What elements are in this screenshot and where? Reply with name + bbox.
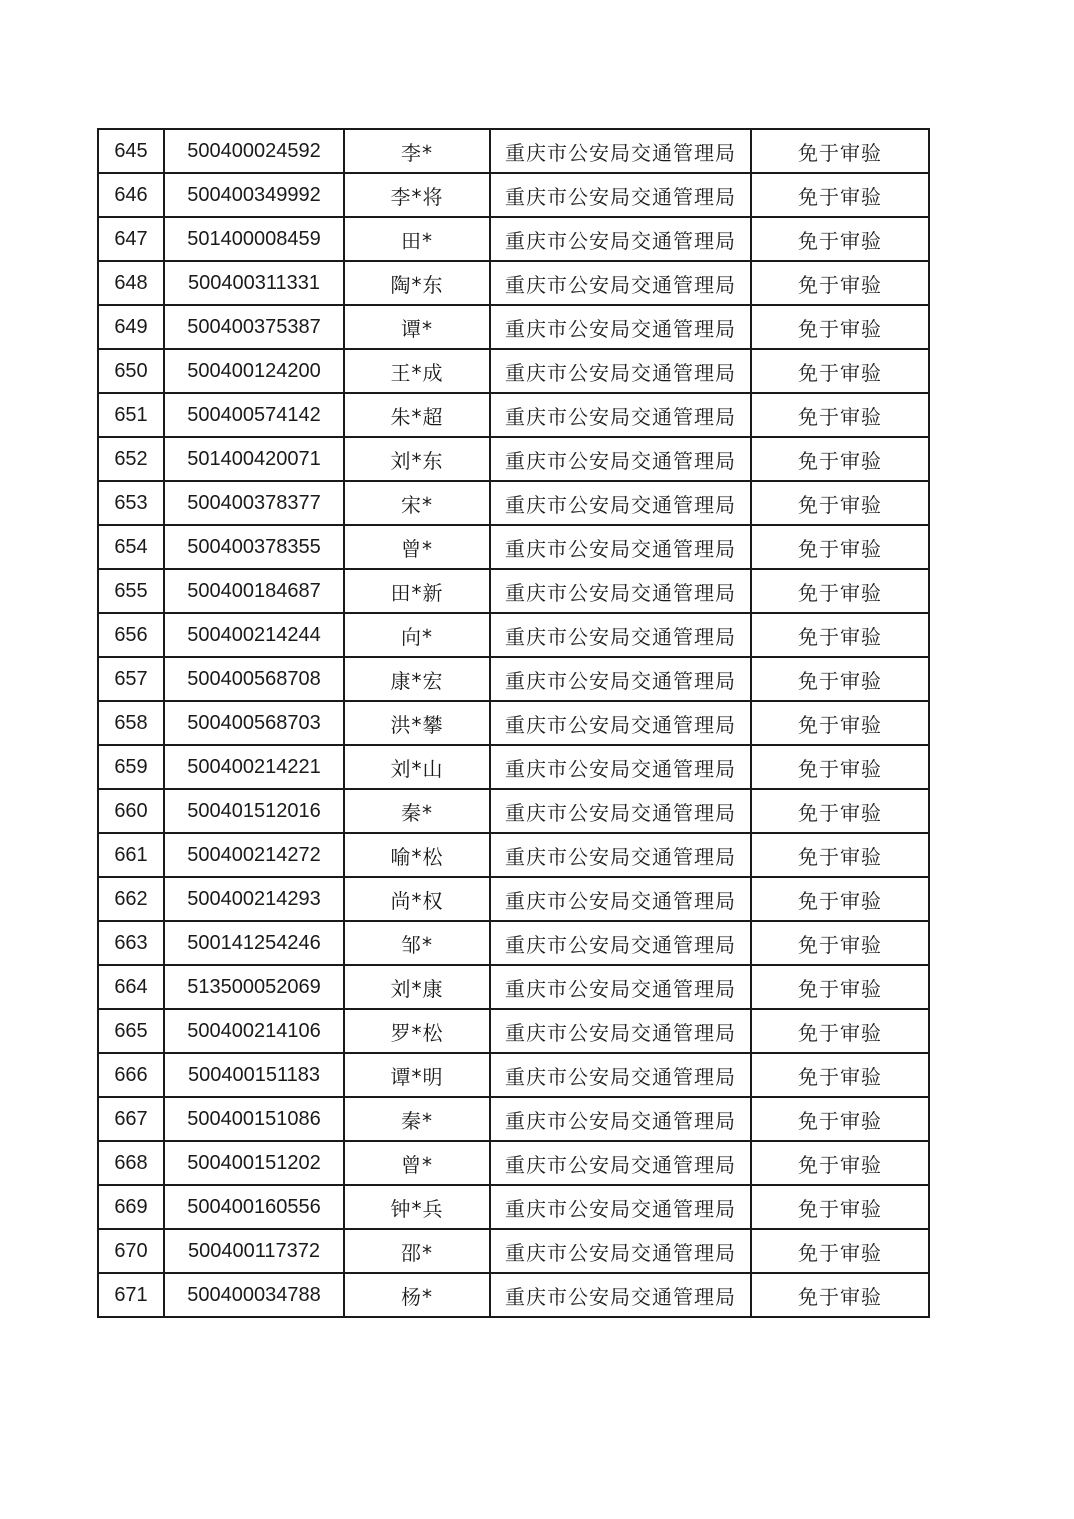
row-number-cell: 663 [98, 921, 164, 965]
row-number-cell: 668 [98, 1141, 164, 1185]
row-number-cell: 657 [98, 657, 164, 701]
status-cell: 免于审验 [751, 349, 929, 393]
license-id-cell: 501400008459 [164, 217, 344, 261]
holder-name-cell: 刘*东 [344, 437, 490, 481]
authority-cell: 重庆市公安局交通管理局 [490, 217, 751, 261]
license-id-cell: 500400574142 [164, 393, 344, 437]
status-cell: 免于审验 [751, 1097, 929, 1141]
license-id-cell: 500400214244 [164, 613, 344, 657]
row-number-cell: 658 [98, 701, 164, 745]
table-row [98, 393, 929, 437]
license-id-cell: 500400151183 [164, 1053, 344, 1097]
status-cell: 免于审验 [751, 965, 929, 1009]
table-row [98, 965, 929, 1009]
table-row [98, 613, 929, 657]
row-number-cell: 667 [98, 1097, 164, 1141]
authority-cell: 重庆市公安局交通管理局 [490, 129, 751, 173]
license-id-cell: 500400568703 [164, 701, 344, 745]
table-row [98, 305, 929, 349]
holder-name-cell: 杨* [344, 1273, 490, 1317]
status-cell: 免于审验 [751, 129, 929, 173]
row-number-cell: 654 [98, 525, 164, 569]
authority-cell: 重庆市公安局交通管理局 [490, 261, 751, 305]
status-cell: 免于审验 [751, 1273, 929, 1317]
license-id-cell: 500400311331 [164, 261, 344, 305]
license-id-cell: 500400214272 [164, 833, 344, 877]
authority-cell: 重庆市公安局交通管理局 [490, 1097, 751, 1141]
holder-name-cell: 向* [344, 613, 490, 657]
holder-name-cell: 朱*超 [344, 393, 490, 437]
status-cell: 免于审验 [751, 1229, 929, 1273]
license-id-cell: 500400151202 [164, 1141, 344, 1185]
status-cell: 免于审验 [751, 217, 929, 261]
table-row [98, 745, 929, 789]
status-cell: 免于审验 [751, 877, 929, 921]
table-row [98, 877, 929, 921]
authority-cell: 重庆市公安局交通管理局 [490, 437, 751, 481]
holder-name-cell: 秦* [344, 1097, 490, 1141]
row-number-cell: 649 [98, 305, 164, 349]
table-body [98, 129, 929, 1317]
authority-cell: 重庆市公安局交通管理局 [490, 1229, 751, 1273]
holder-name-cell: 谭* [344, 305, 490, 349]
authority-cell: 重庆市公安局交通管理局 [490, 481, 751, 525]
license-id-cell: 500400124200 [164, 349, 344, 393]
holder-name-cell: 李*将 [344, 173, 490, 217]
license-id-cell: 501400420071 [164, 437, 344, 481]
license-id-cell: 500400378355 [164, 525, 344, 569]
table-row [98, 833, 929, 877]
table-row [98, 1009, 929, 1053]
authority-cell: 重庆市公安局交通管理局 [490, 1185, 751, 1229]
row-number-cell: 666 [98, 1053, 164, 1097]
status-cell: 免于审验 [751, 1185, 929, 1229]
status-cell: 免于审验 [751, 393, 929, 437]
holder-name-cell: 秦* [344, 789, 490, 833]
row-number-cell: 669 [98, 1185, 164, 1229]
row-number-cell: 653 [98, 481, 164, 525]
status-cell: 免于审验 [751, 305, 929, 349]
license-id-cell: 500400160556 [164, 1185, 344, 1229]
table-row [98, 173, 929, 217]
holder-name-cell: 邵* [344, 1229, 490, 1273]
table-row [98, 129, 929, 173]
holder-name-cell: 曾* [344, 525, 490, 569]
holder-name-cell: 尚*权 [344, 877, 490, 921]
authority-cell: 重庆市公安局交通管理局 [490, 789, 751, 833]
holder-name-cell: 洪*攀 [344, 701, 490, 745]
row-number-cell: 659 [98, 745, 164, 789]
license-id-cell: 500400349992 [164, 173, 344, 217]
license-id-cell: 500400214106 [164, 1009, 344, 1053]
row-number-cell: 660 [98, 789, 164, 833]
license-id-cell: 500400568708 [164, 657, 344, 701]
authority-cell: 重庆市公安局交通管理局 [490, 1273, 751, 1317]
table-row [98, 437, 929, 481]
exemption-table [97, 128, 930, 1318]
authority-cell: 重庆市公安局交通管理局 [490, 173, 751, 217]
table-row [98, 657, 929, 701]
status-cell: 免于审验 [751, 657, 929, 701]
row-number-cell: 656 [98, 613, 164, 657]
table-row [98, 921, 929, 965]
authority-cell: 重庆市公安局交通管理局 [490, 613, 751, 657]
table-row [98, 1185, 929, 1229]
holder-name-cell: 罗*松 [344, 1009, 490, 1053]
license-id-cell: 500400117372 [164, 1229, 344, 1273]
status-cell: 免于审验 [751, 261, 929, 305]
holder-name-cell: 田* [344, 217, 490, 261]
license-id-cell: 500141254246 [164, 921, 344, 965]
table-row [98, 569, 929, 613]
table-row [98, 261, 929, 305]
table-row [98, 349, 929, 393]
status-cell: 免于审验 [751, 1009, 929, 1053]
row-number-cell: 671 [98, 1273, 164, 1317]
row-number-cell: 664 [98, 965, 164, 1009]
holder-name-cell: 王*成 [344, 349, 490, 393]
status-cell: 免于审验 [751, 525, 929, 569]
table-row [98, 1141, 929, 1185]
status-cell: 免于审验 [751, 921, 929, 965]
authority-cell: 重庆市公安局交通管理局 [490, 393, 751, 437]
authority-cell: 重庆市公安局交通管理局 [490, 921, 751, 965]
table-row [98, 789, 929, 833]
table-row [98, 1097, 929, 1141]
row-number-cell: 651 [98, 393, 164, 437]
row-number-cell: 646 [98, 173, 164, 217]
authority-cell: 重庆市公安局交通管理局 [490, 1141, 751, 1185]
license-id-cell: 500400378377 [164, 481, 344, 525]
row-number-cell: 652 [98, 437, 164, 481]
table-row [98, 217, 929, 261]
holder-name-cell: 邹* [344, 921, 490, 965]
holder-name-cell: 陶*东 [344, 261, 490, 305]
row-number-cell: 665 [98, 1009, 164, 1053]
status-cell: 免于审验 [751, 1053, 929, 1097]
table-row [98, 481, 929, 525]
holder-name-cell: 谭*明 [344, 1053, 490, 1097]
status-cell: 免于审验 [751, 1141, 929, 1185]
status-cell: 免于审验 [751, 701, 929, 745]
authority-cell: 重庆市公安局交通管理局 [490, 745, 751, 789]
authority-cell: 重庆市公安局交通管理局 [490, 349, 751, 393]
authority-cell: 重庆市公安局交通管理局 [490, 525, 751, 569]
status-cell: 免于审验 [751, 745, 929, 789]
status-cell: 免于审验 [751, 173, 929, 217]
authority-cell: 重庆市公安局交通管理局 [490, 305, 751, 349]
status-cell: 免于审验 [751, 437, 929, 481]
license-id-cell: 513500052069 [164, 965, 344, 1009]
row-number-cell: 647 [98, 217, 164, 261]
status-cell: 免于审验 [751, 481, 929, 525]
row-number-cell: 648 [98, 261, 164, 305]
table-row [98, 525, 929, 569]
license-id-cell: 500400034788 [164, 1273, 344, 1317]
authority-cell: 重庆市公安局交通管理局 [490, 1009, 751, 1053]
holder-name-cell: 田*新 [344, 569, 490, 613]
row-number-cell: 670 [98, 1229, 164, 1273]
license-id-cell: 500400184687 [164, 569, 344, 613]
authority-cell: 重庆市公安局交通管理局 [490, 833, 751, 877]
row-number-cell: 650 [98, 349, 164, 393]
row-number-cell: 645 [98, 129, 164, 173]
authority-cell: 重庆市公安局交通管理局 [490, 877, 751, 921]
authority-cell: 重庆市公安局交通管理局 [490, 1053, 751, 1097]
status-cell: 免于审验 [751, 569, 929, 613]
table-row [98, 1273, 929, 1317]
status-cell: 免于审验 [751, 833, 929, 877]
holder-name-cell: 刘*山 [344, 745, 490, 789]
holder-name-cell: 宋* [344, 481, 490, 525]
holder-name-cell: 钟*兵 [344, 1185, 490, 1229]
holder-name-cell: 喻*松 [344, 833, 490, 877]
authority-cell: 重庆市公安局交通管理局 [490, 965, 751, 1009]
table-row [98, 1053, 929, 1097]
authority-cell: 重庆市公安局交通管理局 [490, 569, 751, 613]
row-number-cell: 655 [98, 569, 164, 613]
status-cell: 免于审验 [751, 613, 929, 657]
license-id-cell: 500400024592 [164, 129, 344, 173]
table-row [98, 701, 929, 745]
license-id-cell: 500400214221 [164, 745, 344, 789]
status-cell: 免于审验 [751, 789, 929, 833]
holder-name-cell: 康*宏 [344, 657, 490, 701]
license-id-cell: 500400214293 [164, 877, 344, 921]
holder-name-cell: 刘*康 [344, 965, 490, 1009]
license-id-cell: 500400151086 [164, 1097, 344, 1141]
authority-cell: 重庆市公安局交通管理局 [490, 657, 751, 701]
table-row [98, 1229, 929, 1273]
holder-name-cell: 李* [344, 129, 490, 173]
row-number-cell: 662 [98, 877, 164, 921]
license-id-cell: 500400375387 [164, 305, 344, 349]
authority-cell: 重庆市公安局交通管理局 [490, 701, 751, 745]
license-id-cell: 500401512016 [164, 789, 344, 833]
row-number-cell: 661 [98, 833, 164, 877]
holder-name-cell: 曾* [344, 1141, 490, 1185]
